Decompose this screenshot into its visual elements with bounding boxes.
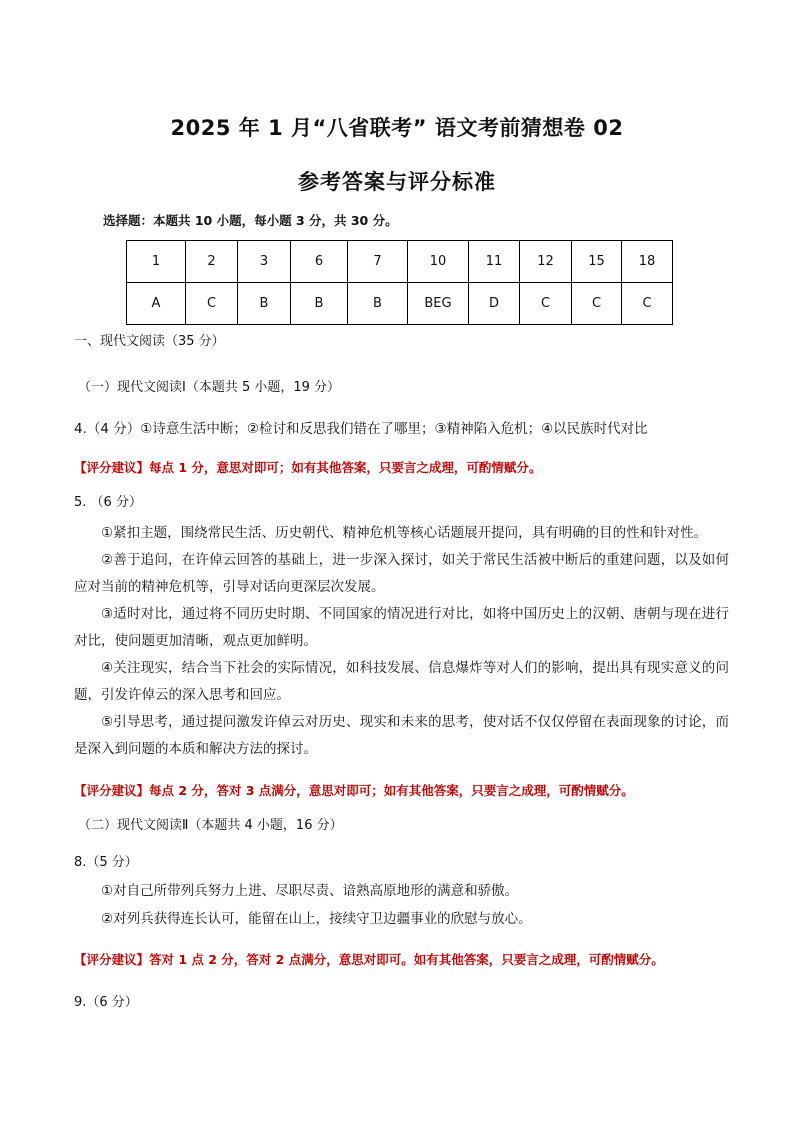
answer-row: [127, 283, 673, 325]
table-cell: B: [238, 283, 291, 325]
table-cell: 7: [348, 241, 408, 283]
table-cell: C: [622, 283, 673, 325]
q5-point: ⑤引导思考，通过提问激发许倬云对历史、现实和未来的思考，使对话不仅仅停留在表面现象的讨论，而是深入到问题的本质和解决方法的探讨。: [74, 714, 729, 757]
q5-point: ④关注现实，结合当下社会的实际情况，如科技发展、信息爆炸等对人们的影响，提出具有现实意义的问题，引发许倬云的深入思考和回应。: [74, 660, 729, 703]
q4-scoring-note: 【评分建议】每点 1 分，意思对即可；如有其他答案，只要言之成理，可酌情赋分。: [74, 460, 542, 475]
table-cell: C: [186, 283, 238, 325]
q5-point: ①紧扣主题，围绕常民生活、历史朝代、精神危机等核心话题展开提问，具有明确的目的性和针对性。: [101, 525, 708, 541]
table-cell: 6: [291, 241, 348, 283]
q8-point: ①对自己所带列兵努力上进、尽职尽责、谙熟高原地形的满意和骄傲。: [101, 883, 519, 899]
table-cell: 18: [622, 241, 673, 283]
q5-scoring-note: 【评分建议】每点 2 分，答对 3 点满分，意思对即可；如有其他答案，只要言之成理，可酌情赋分。: [74, 783, 634, 798]
table-cell: BEG: [408, 283, 469, 325]
q5-point: ③适时对比，通过将不同历史时期、不同国家的情况进行对比，如将中国历史上的汉朝、唐朝与现在进行对比，使问题更加清晰，观点更加鲜明。: [74, 606, 729, 649]
table-cell: C: [572, 283, 622, 325]
q5-heading: 5. （6 分）: [74, 495, 142, 510]
q9-heading: 9.（6 分）: [74, 995, 138, 1010]
table-cell: 15: [572, 241, 622, 283]
table-cell: A: [127, 283, 186, 325]
table-cell: B: [291, 283, 348, 325]
table-cell: B: [348, 283, 408, 325]
table-cell: C: [520, 283, 572, 325]
q5-point: ②善于追问，在许倬云回答的基础上，进一步深入探讨，如关于常民生活被中断后的重建问题，以及如何应对当前的精神危机等，引导对话向更深层次发展。: [74, 552, 729, 595]
table-cell: 1: [127, 241, 186, 283]
subsection-heading: （二）现代文阅读Ⅱ（本题共 4 小题，16 分）: [78, 818, 343, 833]
q8-scoring-note: 【评分建议】答对 1 点 2 分，答对 2 点满分，意思对即可。如有其他答案，只要言之成理，可酌情赋分。: [74, 952, 664, 967]
q4-answer: 4.（4 分）①诗意生活中断；②检讨和反思我们错在了哪里；③精神陷入危机；④以民族时代对比: [74, 421, 648, 437]
mcq-instructions: 选择题：本题共 10 小题，每小题 3 分，共 30 分。: [103, 213, 398, 228]
q8-heading: 8.（5 分）: [74, 855, 138, 870]
question-number-row: [127, 241, 673, 283]
table-cell: 3: [238, 241, 291, 283]
table-cell: 11: [469, 241, 520, 283]
table-cell: 2: [186, 241, 238, 283]
table-cell: 10: [408, 241, 469, 283]
answer-table: [126, 240, 673, 325]
q8-point: ②对列兵获得连长认可，能留在山上，接续守卫边疆事业的欣慰与放心。: [101, 911, 532, 927]
table-cell: D: [469, 283, 520, 325]
page-subtitle: 参考答案与评分标准: [298, 170, 496, 194]
subsection-heading: （一）现代文阅读Ⅰ（本题共 5 小题，19 分）: [78, 380, 341, 395]
section-heading: 一、现代文阅读（35 分）: [74, 334, 225, 349]
page-title: 2025 年 1 月“八省联考” 语文考前猜想卷 02: [170, 116, 624, 140]
table-cell: 12: [520, 241, 572, 283]
